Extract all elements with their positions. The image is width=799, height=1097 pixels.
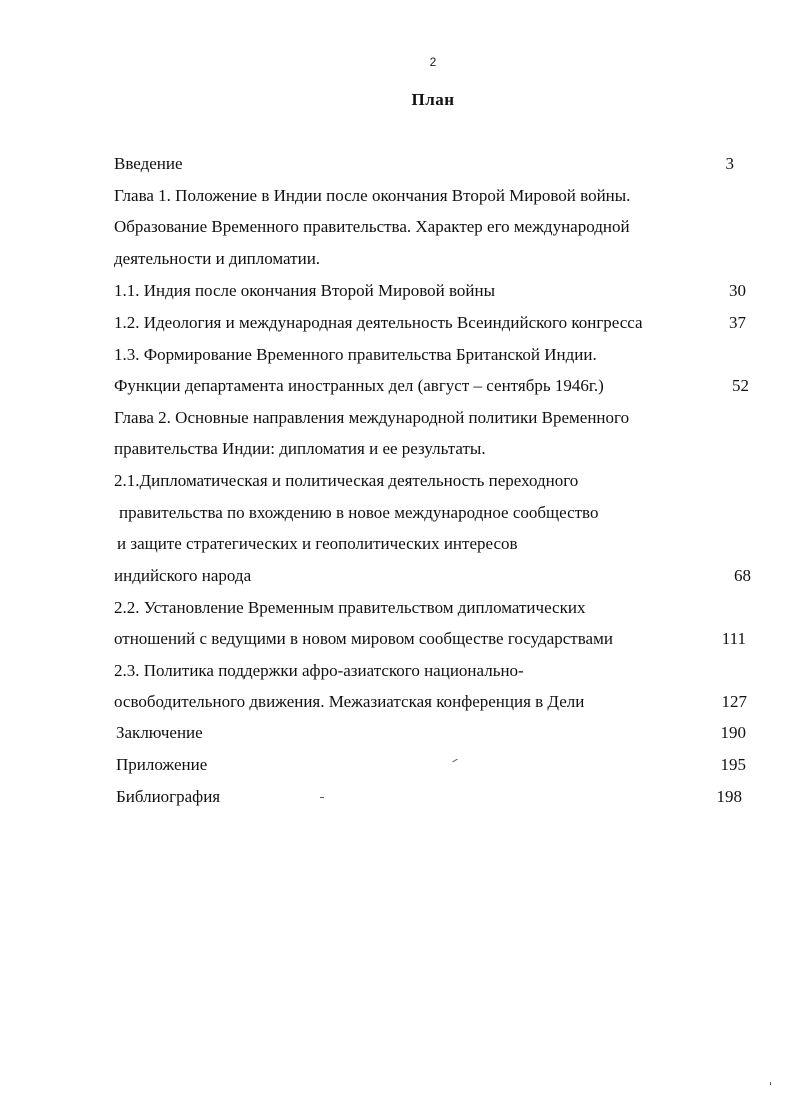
toc-bibliography-text: Библиография <box>116 787 221 806</box>
toc-section-2-2-line1: 2.2. Установление Временным правительством дипломатических <box>114 598 586 617</box>
toc-appendix-text: Приложение <box>116 755 208 774</box>
toc-section-2-1-line3: и защите стратегических и геополитических интересов <box>117 534 518 553</box>
toc-conclusion-text: Заключение <box>116 723 203 742</box>
toc-section-1-2-text: 1.2. Идеология и международная деятельность Всеиндийского конгресса <box>114 313 643 332</box>
toc-section-2-2-line2: отношений с ведущими в новом мировом сообществе государствами <box>114 629 613 648</box>
toc-section-2-1-line1: 2.1.Дипломатическая и политическая деятельность переходного <box>114 471 579 490</box>
toc-section-1-1-page: 30 <box>729 281 746 300</box>
toc-section-2-3-line2: освободительного движения. Межазиатская конференция в Дели <box>114 692 585 711</box>
toc-chapter1-line2: Образование Временного правительства. Характер его международной <box>114 217 630 236</box>
toc-section-2-3-line1: 2.3. Политика поддержки афро-азиатского национально- <box>114 661 524 680</box>
toc-chapter1-line1: Глава 1. Положение в Индии после окончания Второй Мировой войны. <box>114 186 631 205</box>
page-number: 2 <box>429 55 437 69</box>
toc-intro-text: Введение <box>114 154 183 173</box>
toc-intro-page: 3 <box>725 154 734 173</box>
toc-chapter2-line2: правительства Индии: дипломатия и ее результаты. <box>114 439 486 458</box>
toc-section-2-1-line4: индийского народа <box>114 566 252 585</box>
toc-section-1-3-line1: 1.3. Формирование Временного правительства Британской Индии. <box>114 345 597 364</box>
toc-section-2-1-line2: правительства по вхождению в новое международное сообщество <box>119 503 599 522</box>
toc-chapter2-line1: Глава 2. Основные направления международной политики Временного <box>114 408 630 427</box>
toc-section-2-2-page: 111 <box>721 629 746 648</box>
toc-section-1-3-page: 52 <box>732 376 749 395</box>
toc-section-1-2-page: 37 <box>729 313 746 332</box>
scan-speck <box>770 1082 771 1085</box>
toc-section-1-3-line2: Функции департамента иностранных дел (август – сентябрь 1946г.) <box>114 376 604 395</box>
toc-section-1-1-text: 1.1. Индия после окончания Второй Мировой войны <box>114 281 496 300</box>
scan-speck <box>320 797 324 798</box>
toc-section-2-1-page: 68 <box>734 566 751 585</box>
toc-conclusion-page: 190 <box>720 723 746 742</box>
page-title: План <box>411 90 455 109</box>
toc-appendix-page: 195 <box>720 755 746 774</box>
toc-chapter1-line3: деятельности и дипломатии. <box>114 249 321 268</box>
toc-bibliography-page: 198 <box>716 787 742 806</box>
toc-section-2-3-page: 127 <box>721 692 747 711</box>
